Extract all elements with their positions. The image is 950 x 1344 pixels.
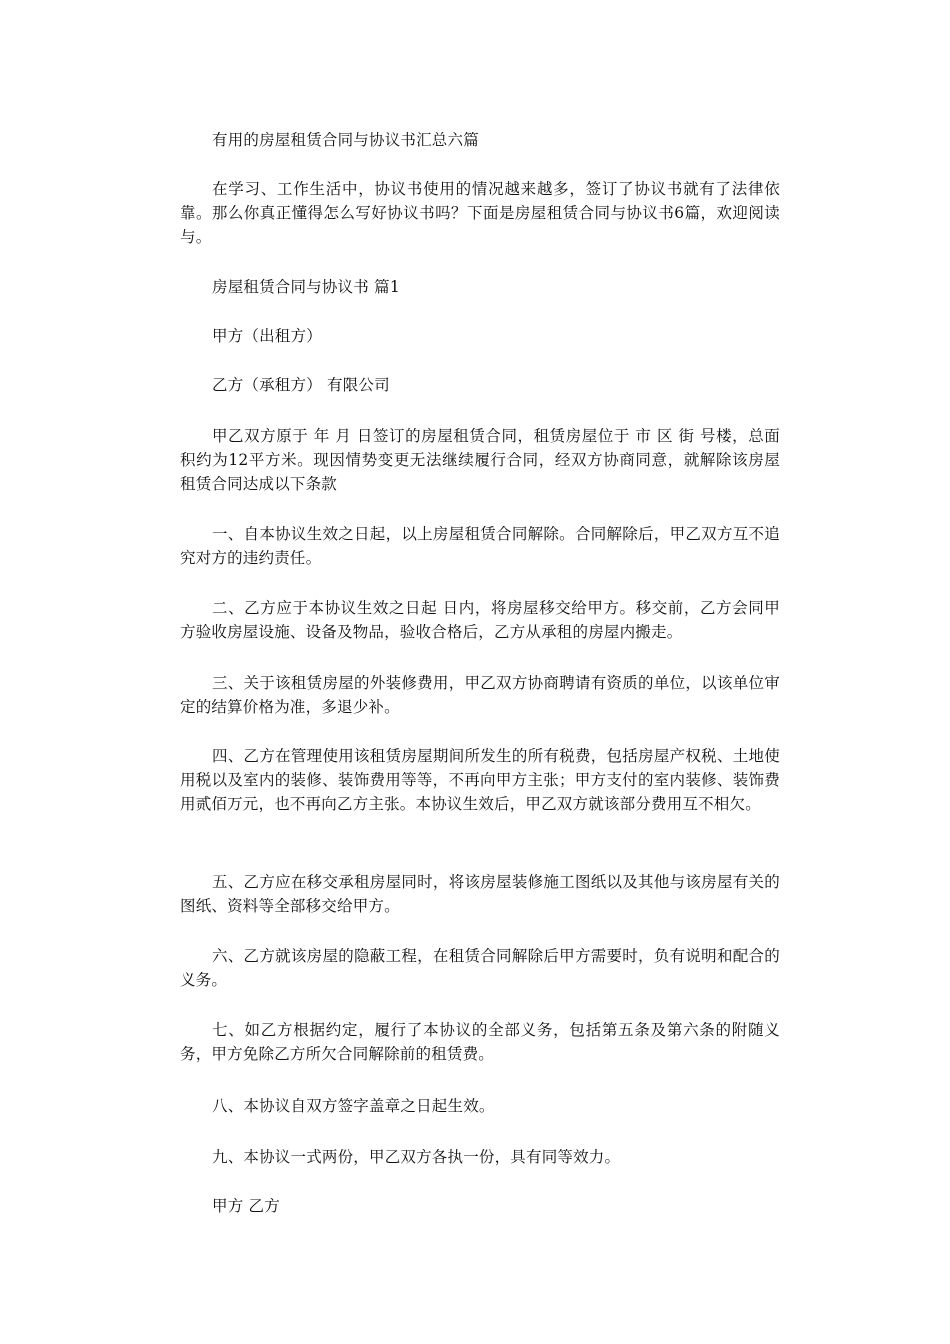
party-a-line: 甲方（出租方） (212, 327, 322, 345)
clause-3: 三、关于该租赁房屋的外装修费用，甲乙双方协商聘请有资质的单位，以该单位审定的结算价格为准，多退少补。 (180, 674, 780, 716)
clause-2: 二、乙方应于本协议生效之日起 日内，将房屋移交给甲方。移交前，乙方会同甲方验收房屋设施、设备及物品，验收合格后，乙方从承租的房屋内搬走。 (180, 599, 780, 641)
clause-8: 八、本协议自双方签字盖章之日起生效。 (212, 1097, 495, 1115)
clause-5: 五、乙方应在移交承租房屋同时，将该房屋装修施工图纸以及其他与该房屋有关的图纸、资料等全部移交给甲方。 (180, 873, 780, 915)
section-heading: 房屋租赁合同与协议书 篇1 (212, 278, 400, 296)
intro-paragraph: 在学习、工作生活中，协议书使用的情况越来越多，签订了协议书就有了法律依靠。那么你真正懂得怎么写好协议书吗？下面是房屋租赁合同与协议书6篇，欢迎阅读与。 (180, 180, 780, 246)
clause-6: 六、乙方就该房屋的隐蔽工程，在租赁合同解除后甲方需要时，负有说明和配合的义务。 (180, 947, 780, 989)
clause-9: 九、本协议一式两份，甲乙双方各执一份，具有同等效力。 (212, 1148, 621, 1166)
clause-7: 七、如乙方根据约定，履行了本协议的全部义务，包括第五条及第六条的附随义务，甲方免除乙方所欠合同解除前的租赁费。 (180, 1021, 780, 1063)
clause-4: 四、乙方在管理使用该租赁房屋期间所发生的所有税费，包括房屋产权税、土地使用税以及室内的装修、装饰费用等等，不再向甲方主张；甲方支付的室内装修、装饰费用贰佰万元，也不再向乙方主张。本协议生效后，甲乙双方就该部分费用互不相欠。 (180, 747, 780, 813)
preamble-paragraph: 甲乙双方原于 年 月 日签订的房屋租赁合同，租赁房屋位于 市 区 街 号楼，总面积约为12平方米。现因情势变更无法继续履行合同，经双方协商同意，就解除该房屋租赁合同达成以下条款 (180, 427, 780, 493)
signature-line: 甲方 乙方 (212, 1197, 280, 1215)
document-title: 有用的房屋租赁合同与协议书汇总六篇 (212, 131, 479, 149)
party-b-line: 乙方（承租方） 有限公司 (212, 376, 390, 394)
clause-1: 一、自本协议生效之日起，以上房屋租赁合同解除。合同解除后，甲乙双方互不追究对方的违约责任。 (180, 525, 780, 567)
